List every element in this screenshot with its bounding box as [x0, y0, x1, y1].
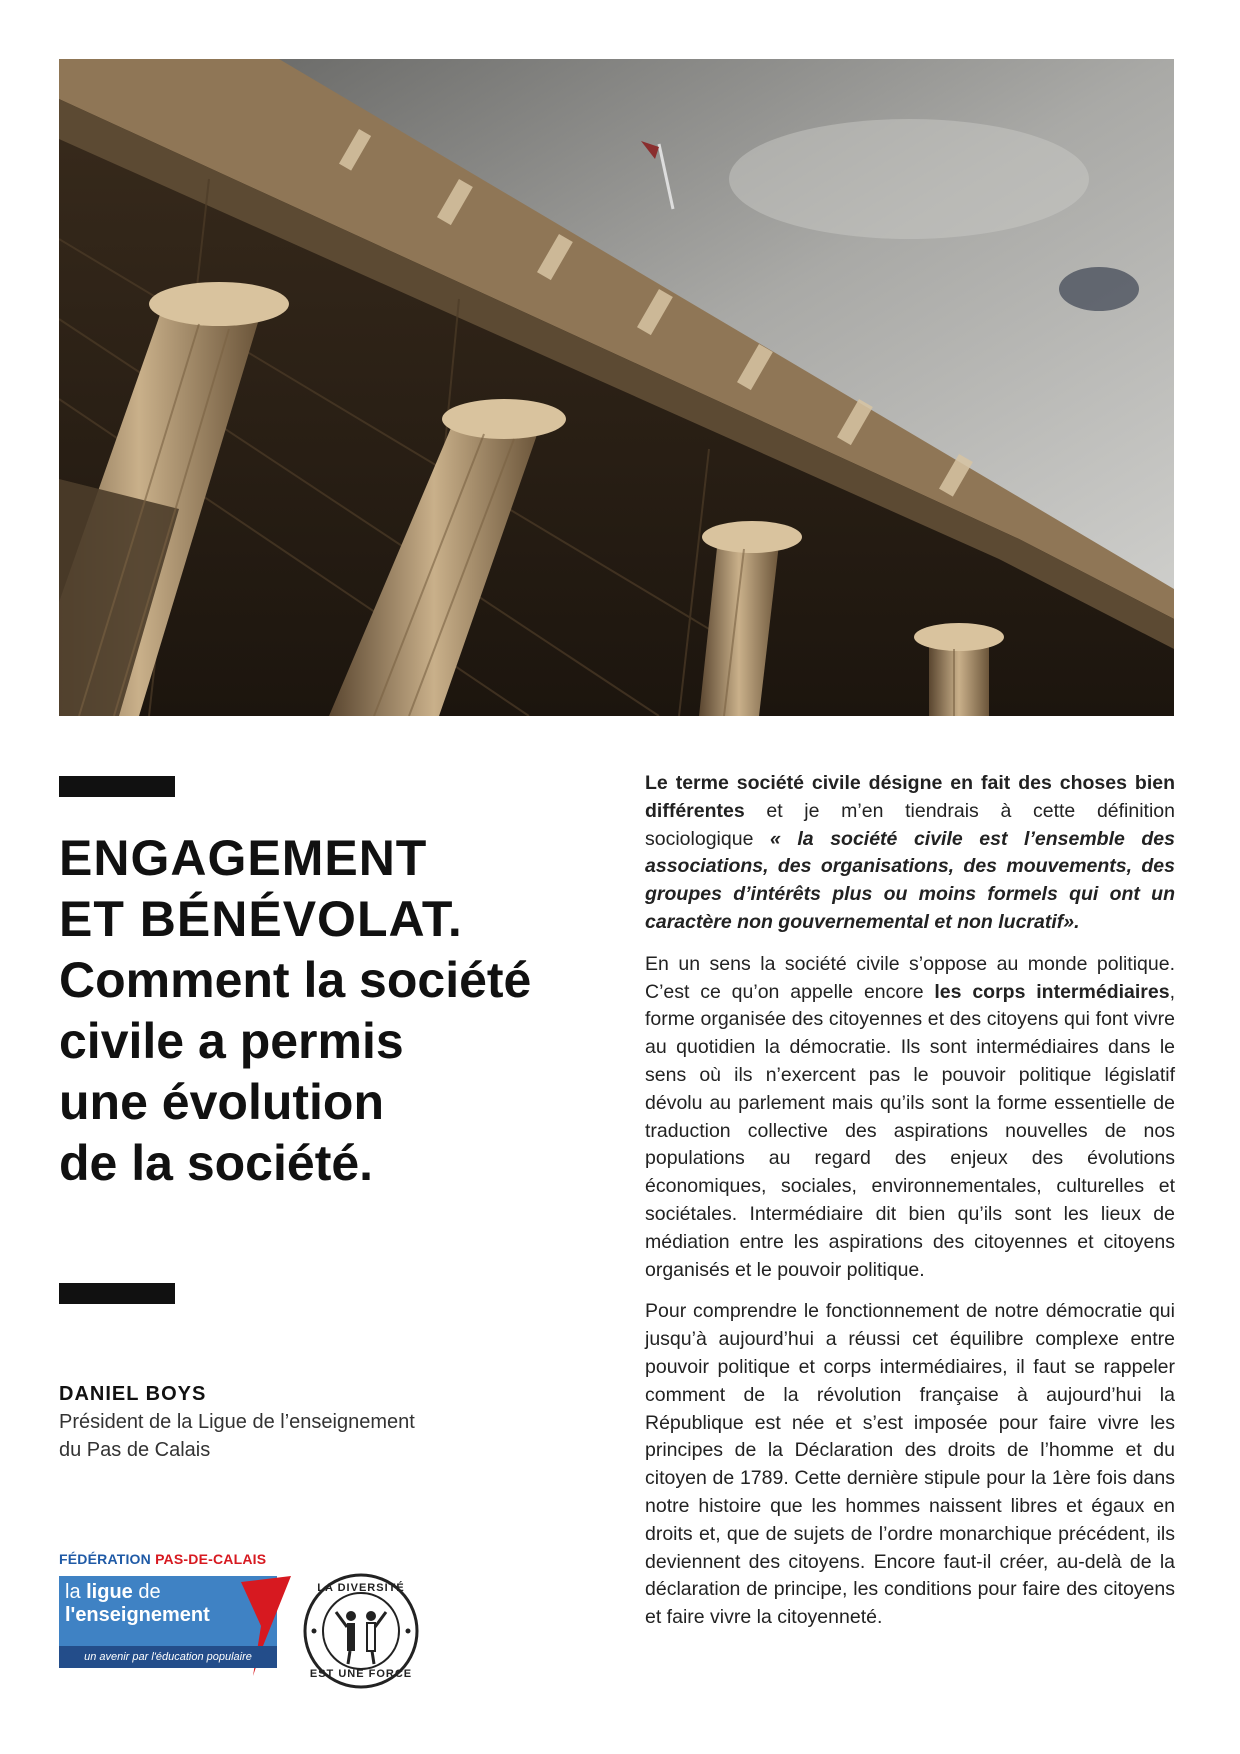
paragraph-1: [645, 770, 1175, 937]
paragraph-1-quote: « la société civile est l’ensemble des associations, des organisations, des mouvements, des groupes d’intérêts plus ou moins formels qui ont un caractère non gouvernemental et non lucratif».: [645, 827, 1175, 933]
title-line-1: ENGAGEMENT: [59, 830, 428, 886]
paragraph-2: [645, 951, 1175, 1285]
article-body: [645, 770, 1175, 1646]
ligue-logo-line-1: [65, 1581, 161, 1603]
title-line-5: une évolution: [59, 1074, 384, 1130]
author-role-line-1: Président de la Ligue de l’enseignement: [59, 1411, 415, 1433]
ligue-logo-line-2: l'enseignement: [65, 1604, 210, 1626]
title-rule-bottom: [59, 1283, 175, 1304]
paragraph-3: Pour comprendre le fonctionnement de notre démocratie qui jusqu’à aujourd’hui a réussi cet équilibre complexe entre pouvoir politique et corps intermédiaires, il faut se rappeler comment de la révolution française à aujourd’hui la République est née et s’est imposée pour faire vivre les principes de la Déclaration des droits de l’homme et du citoyen de 1789. Cette dernière stipule pour la 1ère fois dans notre histoire que les hommes naissent libres et égaux en droits et, que de sujets de l’ordre monarchique précédent, ils deviennent des citoyens. Encore faut-il créer, au-delà de la déclaration de principe, les conditions pour faire des citoyens et faire vivre la citoyenneté.: [645, 1300, 1175, 1629]
author-block: [59, 1380, 519, 1464]
diversite-bottom-text: EST UNE FORCE: [309, 1668, 413, 1680]
paragraph-1-lead: Le terme société civile désigne en fait des choses bien différentes: [645, 772, 1175, 822]
title-line-2: ET BÉNÉVOLAT.: [59, 891, 463, 947]
title-line-3: Comment la société: [59, 952, 532, 1008]
title-line-4: civile a permis: [59, 1013, 404, 1069]
federation-region: PAS-DE-CALAIS: [155, 1551, 267, 1567]
author-role-line-2: du Pas de Calais: [59, 1439, 211, 1461]
ligue-logo-de: de: [132, 1581, 161, 1603]
federation-label: [59, 1551, 281, 1567]
diversite-logo: [302, 1572, 420, 1690]
ligue-tagline: un avenir par l'éducation populaire: [59, 1646, 277, 1668]
paragraph-2-start: En un sens la société civile s’oppose au monde politique. C’est ce qu’on appelle encore: [645, 952, 1175, 1003]
diversite-top-text: LA DIVERSITÉ: [317, 1582, 405, 1594]
ligue-enseignement-logo: [59, 1551, 281, 1675]
paragraph-2-emphasis: les corps intermédiaires: [934, 980, 1170, 1003]
title-rule-top: [59, 776, 175, 797]
building-facade-image: [59, 59, 1174, 716]
ligue-logo-ligue: ligue: [86, 1581, 133, 1603]
ligue-logo-box: [59, 1576, 277, 1668]
hero-photo: [59, 59, 1174, 716]
paragraph-1-text: et je m’en tiendrais à cette définition sociologique: [645, 799, 1175, 850]
author-name: DANIEL BOYS: [59, 1383, 207, 1405]
ligue-logo-la: la: [65, 1581, 87, 1603]
page-title: [59, 828, 619, 1194]
title-line-6: de la société.: [59, 1135, 374, 1191]
federation-prefix: FÉDÉRATION: [59, 1551, 151, 1567]
paragraph-2-end: , forme organisée des citoyennes et des citoyens qui font vivre au quotidien la démocratie. Ils sont intermédiaires dans le sens où ils n’exercent pas le pouvoir politique législatif dévolu au parlement mais qu’ils sont la forme essentielle de traduction collective des aspirations nouvelles de nos populations au regard des enjeux des évolutions économiques, sociales, environnementales, culturelles et sociétales. Intermédiaire dit bien qu’ils sont les lieux de médiation entre les aspirations des citoyennes et citoyens organisés et le pouvoir politique.: [645, 980, 1175, 1281]
